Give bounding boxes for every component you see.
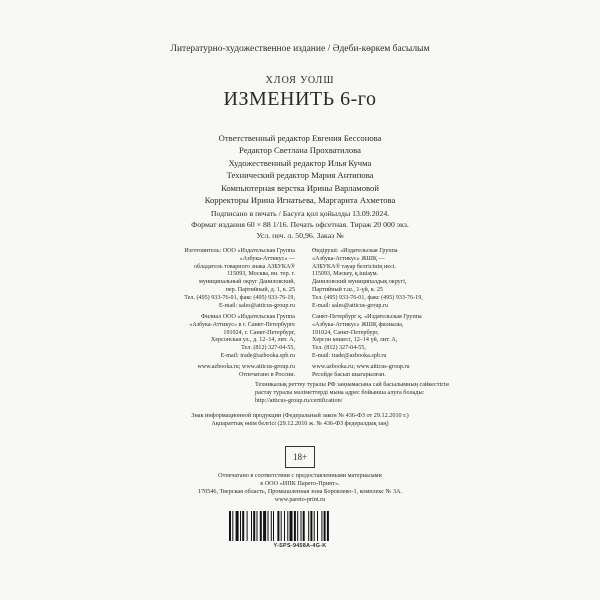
branch-kz: Санкт-Петербург қ. «Издательская Группа «Азбука-Аттикус» ЖШҚ филиалы, 191024, Санкт-Петербург, Херсон көшесі, 12–14 үй, лит. А, Тел. (812) 327-04-55, E-mail: trade@azbooka.spb.ru [312, 314, 422, 359]
information-sign-note: Знак информационной продукции (Федеральный закон № 436-ФЗ от 29.12.2010 г.) Ақпараттық өнім белгісі (29.12.2010 ж. № 436-ФЗ федералдық заң) [191, 412, 409, 427]
barcode-bar [297, 511, 298, 541]
isbn-code: Y-SPS-9458A-4G-K [273, 543, 327, 549]
barcode-bar [253, 511, 255, 541]
barcode [228, 511, 372, 541]
manufacturer-kz: Өндіруші: «Издательская Группа «Азбука-Аттикус» ЖШҚ — АЗБУКА® тауар белгісінің иесі. 115093, Мәскеу, қ.ішіаум. Даниловский муниципалдық округі, Партийный т.ш., 1-үй, к. 25 Тел. (495) 933-76-01, факс (495) 933-76-19, E-mail: sales@atticus-group.ru [312, 248, 423, 309]
barcode-bar [310, 511, 312, 541]
barcode-bar [287, 511, 288, 541]
print-info-line: Подписано в печать / Басуға қол қойылды 13.09.2024. [210, 209, 390, 218]
barcode-bars [228, 511, 372, 541]
barcode-bar [324, 511, 326, 541]
barcode-bar [242, 511, 244, 541]
sites-kz: www.azbooka.ru; www.atticus-group.ru [312, 364, 410, 370]
barcode-bar [240, 511, 241, 541]
branch-ru: Филиал ООО «Издательская Группа «Азбука-Аттикус» в г. Санкт-Петербурге 191024, г. Санкт-Петербург, Херсонская ул., д. 12–14, лит. А, Тел. (812) 327-04-55, E-mail: trade@azbooka.spb.ru [189, 314, 295, 359]
genre-line: Литературно-художественное издание / Әдеби-көркем басылым [170, 44, 430, 54]
barcode-bar [308, 511, 309, 541]
print-info [150, 209, 450, 241]
barcode-bar [229, 511, 231, 541]
barcode-bar [301, 511, 302, 541]
barcode-bar [281, 511, 282, 541]
barcode-bar [232, 511, 233, 541]
sites-ru: www.azbooka.ru; www.atticus-group.ru [197, 364, 295, 370]
book-title: ИЗМЕНИТЬ 6-го [223, 88, 377, 110]
barcode-bar [277, 511, 279, 541]
printed-in-kz: Ресейде басып шығарылған. [312, 372, 386, 378]
barcode-bar [260, 511, 262, 541]
barcode-bar [317, 511, 318, 541]
print-info-line: Формат издания 60 × 88 1/16. Печать офсетная. Тираж 20 000 экз. [191, 219, 409, 229]
manufacturer-ru: Изготовитель: ООО «Издательская Группа «Азбука-Аттикус» — обладатель товарного знака АЗБУКА® 115093, Москва, вн. тер. г. муниципальный округ Даниловский, пер. Партийный, д. 1, к. 25 Тел. (495) 933-76-01, факс (495) 933-76-19, E-mail: sales@atticus-group.ru [184, 248, 295, 309]
credit-line: Художественный редактор Илья Кучма [228, 157, 372, 168]
age-rating-badge: 18+ [285, 446, 315, 468]
barcode-bar [303, 511, 305, 541]
certification-note: Техникалық реттеу туралы РФ заңнамасына сай басылымның сәйкестігін растау туралы мәліметтерді мына адрес бойынша алуға болады: http://atticus-group.ru/certification/ [255, 381, 449, 404]
author-name: ХЛОЯ УОЛШ [265, 75, 335, 86]
credit-line: Ответственный редактор Евгения Бессонова [218, 133, 382, 143]
credits-block [150, 132, 450, 206]
printer-info: Отпечатано в соответствии с предоставленными материалами в ООО «ИПК Парето-Принт». 170546, Тверская область, Промышленная зона Боровлево-1, комплекс № 3А. www.pareto-print.ru [197, 472, 403, 503]
barcode-bar [284, 511, 285, 541]
credit-line: Компьютерная верстка Ирины Варламовой [221, 182, 379, 193]
barcode-bar [327, 511, 329, 541]
barcode-bar [263, 511, 266, 541]
barcode-bar [257, 511, 258, 541]
barcode-bar [314, 511, 315, 541]
barcode-bar [251, 511, 252, 541]
barcode-bar [268, 511, 269, 541]
print-info-line: Усл. печ. л. 50,96. Заказ № [256, 230, 344, 240]
credit-line: Технический редактор Мария Антипова [226, 170, 374, 181]
barcode-bar [321, 511, 322, 541]
barcode-bar [294, 511, 296, 541]
barcode-bar [290, 511, 293, 541]
printed-in-ru: Отпечатано в России. [238, 372, 295, 378]
barcode-bar [247, 511, 248, 541]
barcode-bar [271, 511, 272, 541]
credit-line: Корректоры Ирина Игнатьева, Маргарита Ахметова [204, 195, 396, 206]
credit-line: Редактор Светлана Прохватилова [239, 145, 361, 156]
barcode-bar [236, 511, 239, 541]
barcode-bar [273, 511, 274, 541]
